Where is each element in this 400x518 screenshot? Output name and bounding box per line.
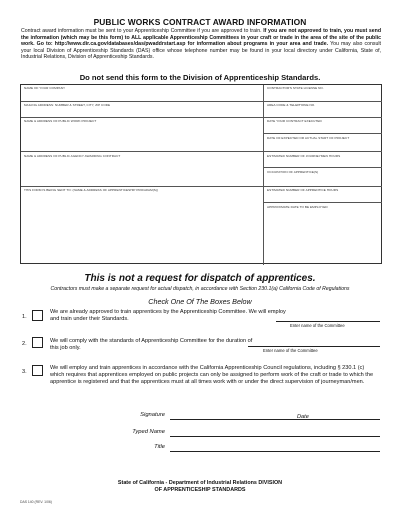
phone-field[interactable]: AREA CODE & TELEPHONE NO.	[267, 103, 316, 107]
typed-name-line[interactable]	[170, 436, 380, 437]
option-2-under-label: Enter name of the Committee	[263, 348, 318, 353]
intro-text-1: Contract award information must be sent to your Apprenticeship Committee if you are approved to train.	[21, 28, 264, 34]
option-2-text: We will comply with the standards of Apprenticeship Committee for the duration of this job only.	[50, 338, 253, 351]
not-request-heading: This is not a request for dispatch of apprentices.	[84, 273, 316, 284]
date-executed-field[interactable]: DATE YOUR CONTRACT EXECUTED	[267, 119, 322, 123]
date-start-field[interactable]: DATE OF EXPECTED OR ACTUAL START OF PROJECT	[267, 136, 350, 140]
footer-line-2: OF APPRENTICESHIP STANDARDS	[154, 487, 246, 493]
mailing-address-field[interactable]: MAILING ADDRESS: NUMBER & STREET, CITY, ZIP CODE	[24, 103, 111, 107]
check-one-heading: Check One Of The Boxes Below	[148, 297, 252, 306]
license-no-field[interactable]: CONTRACTOR'S STATE LICENSE NO.	[267, 86, 324, 90]
date-label: Date	[297, 414, 309, 420]
form-title: PUBLIC WORKS CONTRACT AWARD INFORMATION	[93, 17, 307, 27]
option-2-checkbox[interactable]	[32, 337, 43, 348]
signature-line[interactable]	[170, 419, 380, 420]
approx-date-field[interactable]: APPROXIMATE DATE TO BE EMPLOYED	[267, 205, 328, 209]
warning-text: Do not send this form to the Division of Apprenticeship Standards.	[79, 73, 321, 82]
intro-text-3: You may also consult your local Division of Apprenticeship Standards (DAS) office whose telephone number may be found in your local directory under California, State of, Industrial Relations, Division of Apprenticeship Standards.	[21, 41, 381, 60]
project-field[interactable]: NAME & ADDRESS OF PUBLIC WORK PROJECT	[24, 119, 97, 123]
signature-label: Signature	[140, 412, 165, 418]
option-2-committee-line[interactable]	[248, 346, 380, 347]
option-2-number: 2.	[22, 341, 27, 347]
apprentice-hours-field[interactable]: ESTIMATED NUMBER OF APPRENTICE HOURS	[267, 188, 339, 192]
option-3-number: 3.	[22, 369, 27, 375]
option-1-text: We are already approved to train apprentices by the Apprenticeship Committee. We will employ and train under their Standards.	[50, 309, 286, 322]
forwarded-to-field[interactable]: THIS FORM IS BEING SENT TO: (NAME & ADDRESS OF APPRENTICESHIP PROGRAM(S))	[24, 188, 159, 192]
agency-field[interactable]: NAME & ADDRESS OF PUBLIC AGENCY AWARDING CONTRACT	[24, 154, 121, 158]
footer-line-1: State of California - Department of Industrial Relations DIVISION	[117, 480, 283, 486]
title-line[interactable]	[170, 451, 380, 452]
contractor-name-field[interactable]: NAME OF YOUR COMPANY	[24, 86, 66, 90]
journeymen-hours-field[interactable]: ESTIMATED NUMBER OF JOURNEYMEN HOURS	[267, 154, 341, 158]
option-3-checkbox[interactable]	[32, 365, 43, 376]
form-number: DAS 140 (REV. 1/06)	[20, 500, 52, 504]
option-1-under-label: Enter name of the Committee	[290, 323, 345, 328]
contractors-note: Contractors must make a separate request for actual dispatch, in accordance with Section 230.1(a) California Code of Regulations	[50, 286, 350, 292]
intro-paragraph	[21, 28, 381, 61]
title-label: Title	[154, 444, 165, 450]
typed-name-label: Typed Name	[132, 429, 165, 435]
contract-info-grid	[20, 84, 382, 264]
option-3-text: We will employ and train apprentices in accordance with the California Apprenticeship Council regulations, including § 230.1 (c) which requires that apprentices employed on public projects can only be assigned to perform work of the craft or trade to which the apprentice is registered and that the apprentices must at all times work with or under the direct supervision of journeyman/men.	[50, 365, 374, 385]
option-1-checkbox[interactable]	[32, 310, 43, 321]
intro-text-2: If you are not approved to train, you must send the information (which may be this form) to ALL applicable Apprenticeship Committees in your craft or trade in the area of the site of the public work. Go to: http://www.dir.ca.gov/databases/das/pwaddrstart.asp for information about programs in your area and trade.	[21, 28, 381, 47]
option-1-number: 1.	[22, 314, 27, 320]
option-1-committee-line[interactable]	[276, 321, 380, 322]
occupation-field[interactable]: OCCUPATION OF APPRENTICE(S)	[267, 170, 319, 174]
